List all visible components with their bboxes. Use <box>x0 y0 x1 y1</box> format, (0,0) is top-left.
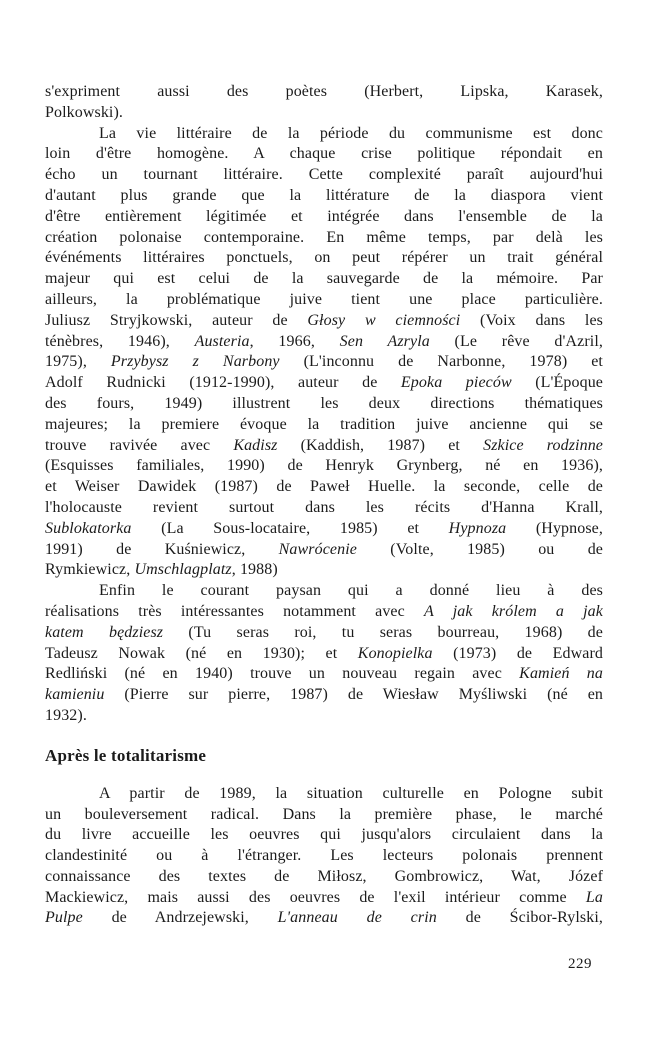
text-segment: A partir de 1989, la situation culturelle en Pologne subit <box>99 784 603 802</box>
text-line <box>45 124 603 145</box>
text-line <box>45 248 603 269</box>
text-line <box>45 581 603 602</box>
book-title-italic: Sublokatorka <box>45 519 132 537</box>
text-line <box>45 623 603 644</box>
text-line <box>45 165 603 186</box>
text-segment: Polkowski). <box>45 103 123 121</box>
text-segment: du livre accueille les oeuvres qui jusqu'alors circulaient dans la <box>45 826 603 844</box>
book-title-italic: Pulpe <box>45 909 83 927</box>
text-segment: (La Sous-locataire, 1985) et <box>131 519 449 537</box>
text-segment: Tadeusz Nowak (né en 1930); et <box>45 644 358 662</box>
text-segment: La vie littéraire de la période du communisme est donc <box>99 124 603 142</box>
text-line <box>45 144 603 165</box>
book-title-italic: Nawrócenie <box>278 540 357 558</box>
text-line <box>45 311 603 332</box>
text-segment: Enfin le courant paysan qui a donné lieu à des <box>99 582 603 600</box>
book-title-italic: La <box>585 888 603 906</box>
text-line <box>45 332 603 353</box>
book-title-italic: Austeria <box>194 332 250 350</box>
section-heading: Après le totalitarisme <box>45 745 207 765</box>
book-title-italic: Głosy w ciemności <box>307 311 461 329</box>
text-segment: création polonaise contemporaine. En même temps, par delà les <box>45 228 603 246</box>
book-title-italic: kamieniu <box>45 686 105 704</box>
text-segment: de Andrzejewski, <box>82 909 278 927</box>
book-title-italic: Epoka pieców <box>400 374 512 392</box>
text-segment: ailleurs, la problématique juive tient une place particulière. <box>45 290 603 308</box>
text-segment: loin d'être homogène. A chaque crise politique répondait en <box>45 145 603 163</box>
text-segment: (Hypnose, <box>506 519 603 537</box>
text-block <box>45 82 603 929</box>
text-segment: s'expriment aussi des poètes (Herbert, Lipska, Karasek, <box>45 83 603 100</box>
text-segment: 1991) de Kuśniewicz, <box>45 540 279 558</box>
text-segment: Rymkiewicz, <box>45 561 135 579</box>
text-segment: connaissance des textes de Miłosz, Gombrowicz, Wat, Józef <box>45 867 603 885</box>
text-line <box>45 415 603 436</box>
book-title-italic: Przybysz z Narbony <box>110 353 280 371</box>
text-line <box>45 290 603 311</box>
text-segment: ténèbres, 1946), <box>45 332 195 350</box>
text-line <box>45 498 603 519</box>
text-line <box>45 186 603 207</box>
text-line <box>45 519 603 540</box>
text-line <box>45 825 603 846</box>
text-line <box>45 908 603 929</box>
text-segment: Juliusz Stryjkowski, auteur de <box>45 311 308 329</box>
text-line <box>45 352 603 373</box>
text-line <box>45 664 603 685</box>
text-line <box>45 846 603 867</box>
text-line <box>45 436 603 457</box>
text-line <box>45 269 603 290</box>
text-segment: un bouleversement radical. Dans la première phase, le marché <box>45 805 603 823</box>
text-line <box>45 867 603 888</box>
text-segment: d'autant plus grande que la littérature de la diaspora vient <box>45 186 603 204</box>
text-segment: (Volte, 1985) ou de <box>356 540 603 558</box>
text-segment: 1932). <box>45 706 87 724</box>
book-title-italic: Konopielka <box>357 644 433 662</box>
text-segment: (Tu seras roi, tu seras bourreau, 1968) de <box>163 623 603 641</box>
text-segment: majeur qui est celui de la sauvegarde de la mémoire. Par <box>45 270 603 288</box>
text-segment: Redliński (né en 1940) trouve un nouveau regain avec <box>45 665 520 683</box>
text-segment: (Le rêve d'Azril, <box>429 332 603 350</box>
book-title-italic: L'anneau de crin <box>277 909 437 927</box>
text-line <box>45 228 603 249</box>
text-line <box>45 394 603 415</box>
text-line <box>45 82 603 103</box>
text-segment: écho un tournant littéraire. Cette complexité paraît aujourd'hui <box>45 166 603 184</box>
text-line <box>45 373 603 394</box>
text-segment: d'être entièrement légitimée et intégrée dans l'ensemble de la <box>45 207 603 225</box>
page-number: 229 <box>568 956 592 972</box>
text-segment: (1973) de Edward <box>432 644 603 662</box>
text-line <box>45 685 603 706</box>
book-title-italic: Sen Azryla <box>339 332 430 350</box>
text-line <box>45 540 603 561</box>
text-segment: majeures; la premiere évoque la tradition juive ancienne qui se <box>45 415 603 433</box>
book-title-italic: A jak królem a jak <box>423 602 603 620</box>
text-line <box>45 560 603 581</box>
text-line <box>45 888 603 909</box>
book-title-italic: Kamień na <box>519 665 603 683</box>
text-line <box>45 602 603 623</box>
text-line <box>45 644 603 665</box>
text-line <box>45 456 603 477</box>
text-segment: événéments littéraires ponctuels, on peut répérer un trait général <box>45 249 603 267</box>
text-segment: des fours, 1949) illustrent les deux directions thématiques <box>45 394 603 412</box>
book-title-italic: Szkice rodzinne <box>483 436 603 454</box>
text-segment: de Ścibor-Rylski, <box>436 909 603 927</box>
text-segment: l'holocauste revient surtout dans les récits d'Hanna Krall, <box>45 498 603 516</box>
text-line <box>45 207 603 228</box>
book-title-italic: Umschlagplatz <box>134 561 232 579</box>
text-line <box>45 706 603 727</box>
text-segment: réalisations très intéressantes notamment avec <box>45 602 424 620</box>
text-line <box>45 784 603 805</box>
text-segment: (Esquisses familiales, 1990) de Henryk Grynberg, né en 1936), <box>45 457 603 475</box>
book-title-italic: katem będziesz <box>45 623 164 641</box>
text-segment: Mackiewicz, mais aussi des oeuvres de l'exil intérieur comme <box>45 888 586 906</box>
text-segment: clandestinité ou à l'étranger. Les lecteurs polonais prennent <box>45 847 603 865</box>
book-title-italic: Kadisz <box>233 436 278 454</box>
text-segment: (L'inconnu de Narbonne, 1978) et <box>279 353 603 371</box>
text-line <box>45 805 603 826</box>
text-segment: , 1966, <box>249 332 340 350</box>
text-segment: (Pierre sur pierre, 1987) de Wiesław Myśliwski (né en <box>104 686 603 704</box>
text-segment: trouve ravivée avec <box>45 436 234 454</box>
text-segment: , 1988) <box>231 561 278 579</box>
text-segment: (Voix dans les <box>460 311 603 329</box>
text-segment: (L'Époque <box>511 374 603 392</box>
text-segment: Adolf Rudnicki (1912-1990), auteur de <box>45 374 401 392</box>
text-line <box>45 477 603 498</box>
text-segment: et Weiser Dawidek (1987) de Paweł Huelle. la seconde, celle de <box>45 478 603 496</box>
text-segment: 1975), <box>45 353 111 371</box>
text-line <box>45 103 603 124</box>
book-title-italic: Hypnoza <box>448 519 507 537</box>
text-segment: (Kaddish, 1987) et <box>277 436 484 454</box>
